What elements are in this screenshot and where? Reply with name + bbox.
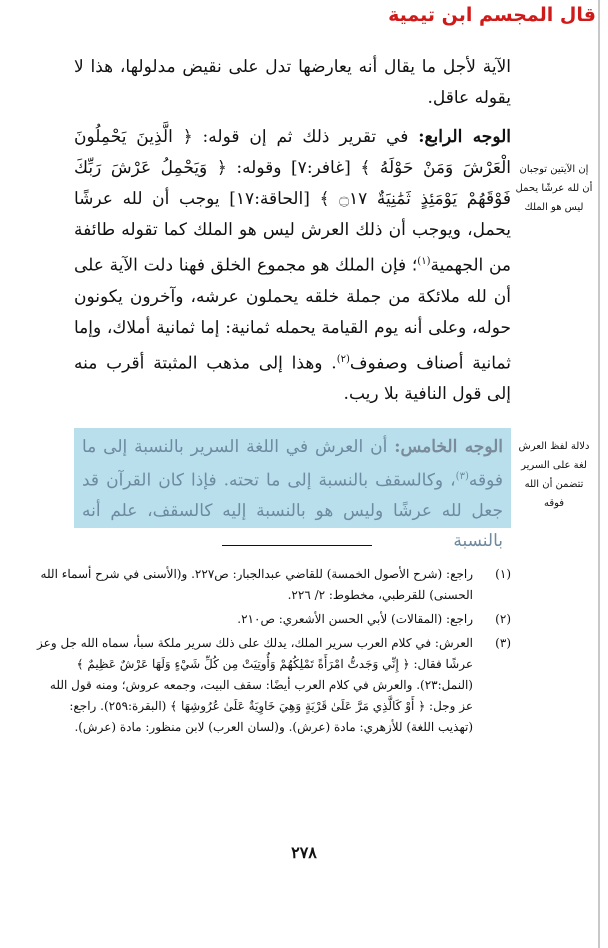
footnote-ref-2[interactable]: (٢) (336, 353, 350, 365)
text-segment: أن العرش في اللغة السرير بالنسبة إلى ما فوقه (82, 437, 503, 491)
heading-fourth-aspect: الوجه الرابع: (418, 127, 511, 147)
highlighted-paragraph (74, 428, 511, 551)
margin-note-verses: إن الآيتين توجبان أن لله عرشًا يحمل ليس هو الملك (515, 164, 593, 213)
footnote-number: (١) (495, 567, 511, 581)
footnote-text: راجع: (شرح الأصول الخمسة) للقاضي عبدالجبار: ص٢٢٧. و(الأسنى في شرح أسماء الله الحسنى) للقرطبي، مخطوط: ٢/ ٢٢٦. (40, 567, 473, 602)
paragraph-1: الآية لأجل ما يقال أنه يعارضها تدل على نقيض مدلولها، هذا لا يقوله عاقل. (74, 57, 511, 108)
quran-verse-haqqa: ﴿ وَيَحْمِلُ عَرْشَ رَبِّكَ فَوْقَهُمْ يَوْمَئِذٍ ثَمَٰنِيَةٌ ۝١٧ ﴾ (74, 158, 511, 209)
main-text (74, 52, 511, 418)
footnote-number: (٢) (495, 612, 511, 626)
text-segment: ، وكالسقف بالنسبة إلى ما تحته. فإذا كان القرآن قد جعل لله عرشًا وليس هو بالنسبة إليه كالسقف، علم أنه بالنسبة (82, 470, 503, 551)
page-edge-border (598, 0, 600, 948)
quran-verse-ghafir: ﴿ الَّذِينَ يَحْمِلُونَ الْعَرْشَ وَمَنْ حَوْلَهُ ﴾ (74, 127, 512, 178)
text-segment: في تقرير ذلك ثم إن قوله: (202, 127, 409, 147)
footnote-text: العرش: في كلام العرب سرير الملك، يدلك على ذلك سرير ملكة سبأ، سماه الله جل وعز عرشًا فقال: ﴿ إِنِّي وَجَدتُّ امْرَأَةً تَمْلِكُهُمْ وَأُوتِيَتْ مِن كُلِّ شَيْءٍ وَلَهَا عَرْشٌ عَظِيمٌ ﴾ (النمل:٢٣). والعرش في كلام العرب أيضًا: سقف البيت، وجمعه عروش؛ ومنه قول الله عز وجل: ﴿ أَوْ كَالَّذِي مَرَّ عَلَىٰ قَرْيَةٍ وَهِيَ خَاوِيَةٌ عَلَىٰ عُرُوشِهَا ﴾ (البقرة:٢٥٩). راجع: (تهذيب اللغة) للأزهري: مادة (عرش). و(لسان العرب) لابن منظور: مادة (عرش). (37, 636, 473, 734)
footnote-item (36, 633, 511, 738)
footnote-text: راجع: (المقالات) لأبي الحسن الأشعري: ص٢١٠. (237, 612, 473, 626)
page-header-title: قال المجسم ابن تيمية (388, 4, 596, 26)
text-segment: [الحاقة:١٧] يوجب أن لله عرشًا يحمل، ويوجب أن ذلك العرش ليس هو الملك كما تقوله طائفة من الجهمية (74, 189, 511, 276)
text-segment: ؛ فإن الملك هو مجموع الخلق فهنا دلت الآية على أن لله ملائكة من جملة خلقه يحملون عرشه، وآخرون يكونون حوله، وعلى أنه يوم القيامة يحمله ثمانية: إما ثمانية أملاك، وإما ثمانية أصناف وصفوف (74, 255, 511, 374)
footnote-divider (222, 545, 372, 546)
footnote-number: (٣) (495, 636, 511, 650)
footnote-ref-3[interactable]: (٣) (455, 471, 469, 482)
footnote-ref-1[interactable]: (١) (417, 256, 431, 267)
text-segment: [غافر:٧] وقوله: (236, 158, 351, 178)
text-segment: . وهذا إلى مذهب المثبتة أقرب منه إلى قول النافية بلا ريب. (74, 353, 511, 405)
footnote-item (36, 609, 511, 630)
page-number: ٢٧٨ (291, 843, 317, 862)
paragraph-2 (74, 122, 511, 410)
footnote-item (36, 564, 511, 606)
footnotes (36, 564, 511, 741)
heading-fifth-aspect: الوجه الخامس: (394, 437, 504, 457)
margin-note-throne-meaning: دلالة لفظ العرش لغة على السرير تتضمن أن الله فوقه (518, 441, 590, 509)
